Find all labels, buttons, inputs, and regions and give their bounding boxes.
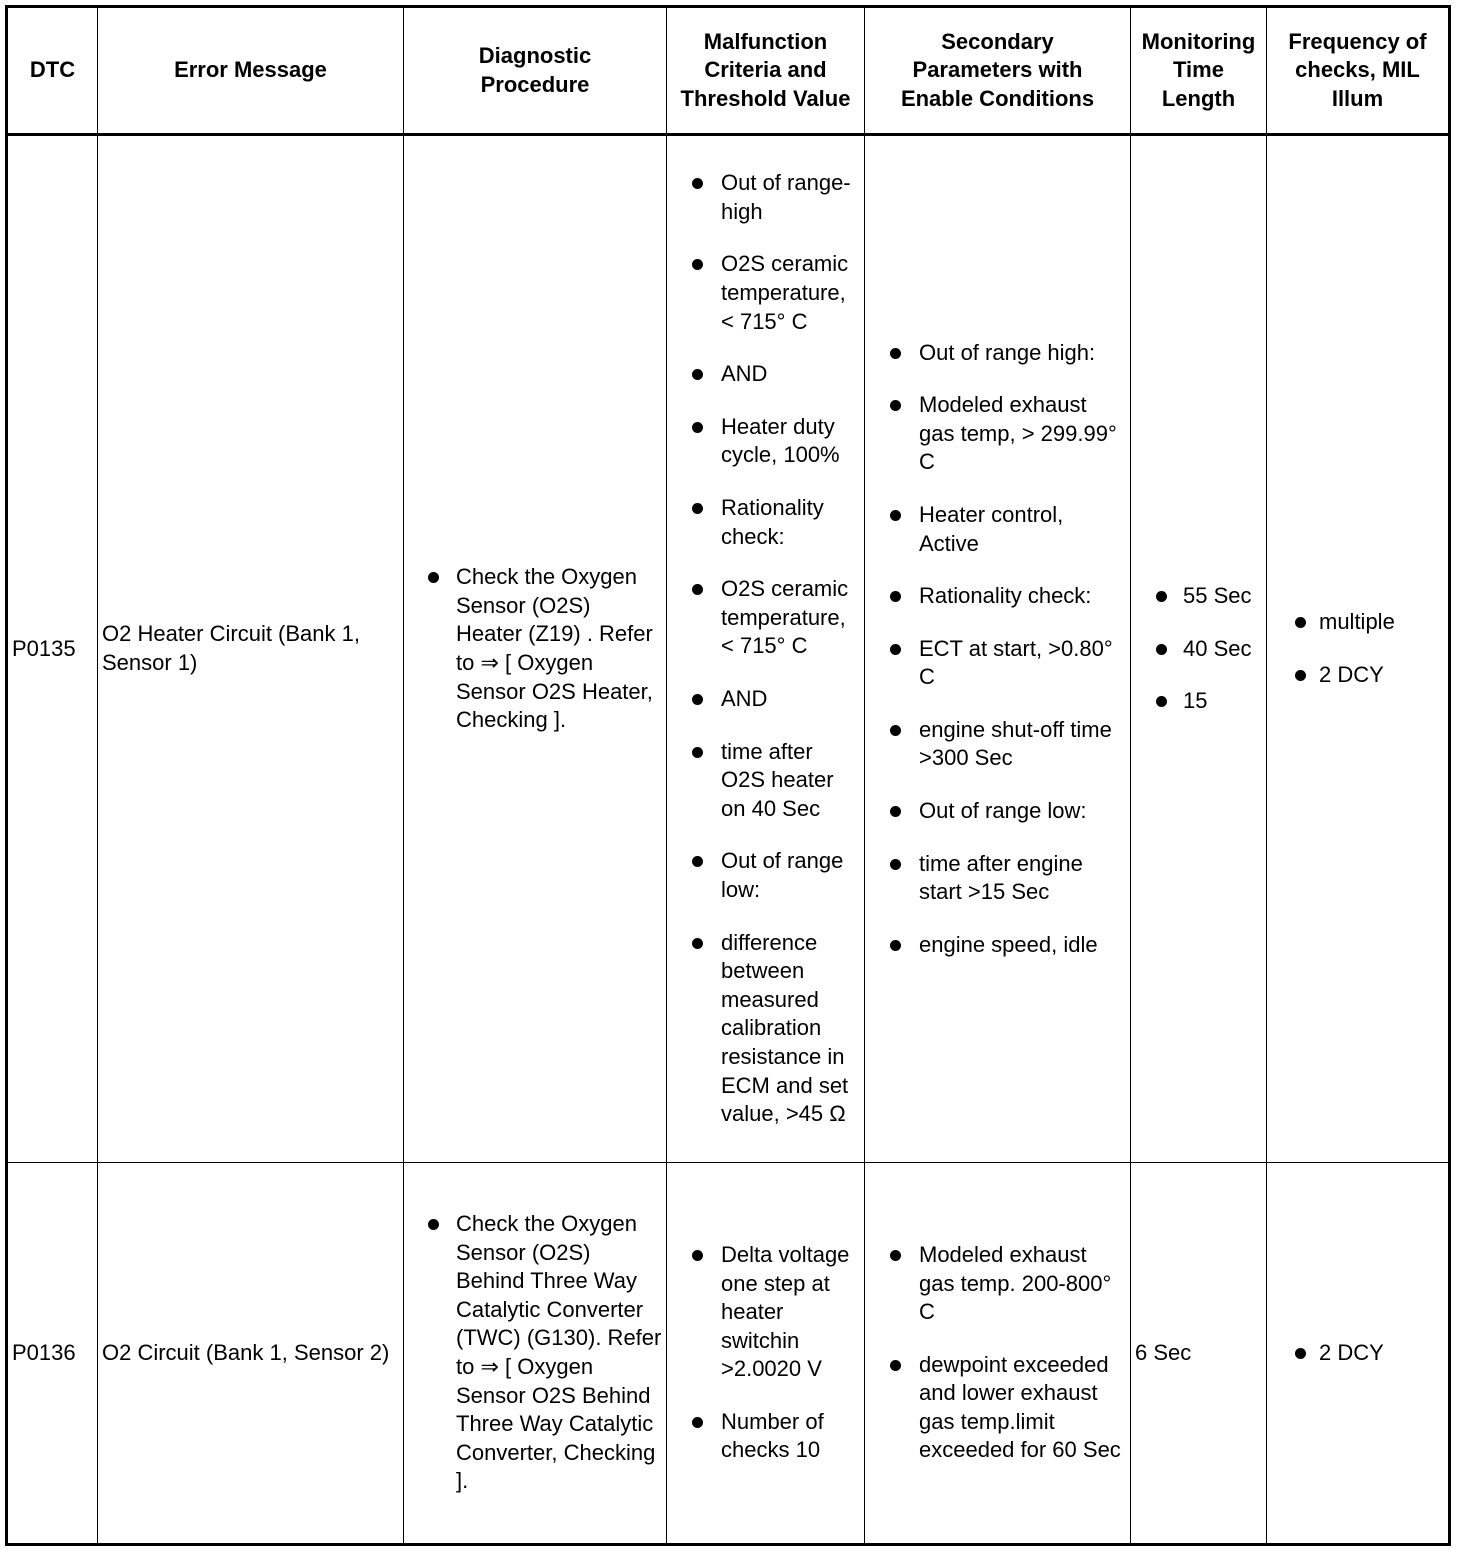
monitoring-time-text: 40 Sec (1183, 635, 1252, 661)
criteria-text: Delta voltage one step at heater switchin >2.0020 V (721, 1241, 850, 1382)
list-item (671, 847, 860, 904)
list-item (671, 494, 860, 551)
list-item (671, 1408, 860, 1465)
bullet-icon (890, 348, 901, 359)
monitoring-time-text: 15 (1183, 688, 1208, 714)
bullet-icon (890, 591, 901, 602)
bullet-icon (428, 1219, 439, 1230)
list-item (671, 738, 860, 824)
dtc-code: P0135 (7, 135, 98, 1163)
criteria-text: Number of checks 10 (721, 1408, 824, 1463)
secondary-text: Rationality check: (919, 583, 1092, 609)
bullet-icon (692, 1417, 703, 1428)
monitoring-time-cell (1131, 135, 1267, 1163)
criteria-text: AND (721, 361, 768, 387)
list-item (671, 413, 860, 470)
list-item (869, 635, 1126, 692)
frequency-text: 2 DCY (1319, 662, 1384, 687)
list-item (869, 797, 1126, 826)
header-row (7, 7, 1450, 135)
criteria-text: AND (721, 686, 768, 711)
criteria-text: difference between measured calibration resistance in ECM and set value, >45 Ω (721, 929, 849, 1127)
secondary-parameters-cell (865, 1163, 1131, 1545)
secondary-text: Out of range high: (919, 339, 1096, 365)
list-item (1271, 1339, 1444, 1368)
frequency-text: multiple (1319, 609, 1395, 635)
list-item (671, 685, 860, 714)
procedure-text: Check the Oxygen Sensor (O2S) Behind Three Way Catalytic Converter (TWC) (G130). Refer to ⇒ [ Oxygen Sensor O2S Behind Three Way Catalytic Converter, Checking ]. (456, 1211, 662, 1494)
bullet-icon (890, 806, 901, 817)
bullet-icon (1295, 670, 1306, 681)
error-message: O2 Circuit (Bank 1, Sensor 2) (98, 1163, 404, 1545)
bullet-icon (1295, 1348, 1306, 1359)
secondary-text: engine speed, idle (919, 931, 1098, 957)
monitoring-time: 6 Sec (1131, 1163, 1267, 1545)
header-frequency: Frequency of checks, MIL Illum (1267, 7, 1450, 135)
list-item (671, 360, 860, 389)
secondary-text: ECT at start, >0.80° C (919, 635, 1113, 690)
bullet-icon (692, 694, 703, 705)
secondary-text: time after engine start >15 Sec (919, 850, 1083, 905)
bullet-icon (692, 584, 703, 595)
criteria-cell (667, 1163, 865, 1545)
table-row (7, 135, 1450, 1163)
criteria-text: time after O2S heater on 40 Sec (721, 738, 834, 821)
list-item (1271, 608, 1444, 637)
bullet-icon (890, 510, 901, 521)
list-item (869, 1351, 1126, 1465)
criteria-text: O2S ceramic temperature, < 715° C (721, 251, 849, 334)
header-malfunction-criteria: Malfunction Criteria and Threshold Value (667, 7, 865, 135)
bullet-icon (692, 856, 703, 867)
secondary-text: engine shut-off time >300 Sec (919, 716, 1112, 771)
header-dtc: DTC (7, 7, 98, 135)
error-message: O2 Heater Circuit (Bank 1, Sensor 1) (98, 135, 404, 1163)
bullet-icon (890, 1250, 901, 1261)
bullet-icon (890, 725, 901, 736)
header-diagnostic-procedure: Diagnostic Procedure (404, 7, 667, 135)
bullet-icon (1156, 644, 1167, 655)
bullet-icon (1156, 696, 1167, 707)
list-item (869, 1241, 1126, 1327)
header-secondary-parameters: Secondary Parameters with Enable Conditions (865, 7, 1131, 135)
list-item (1135, 635, 1262, 664)
secondary-text: Modeled exhaust gas temp. 200-800° C (919, 1241, 1112, 1325)
criteria-cell (667, 135, 865, 1163)
secondary-text: dewpoint exceeded and lower exhaust gas temp.limit exceeded for 60 Sec (919, 1351, 1121, 1463)
bullet-icon (1295, 617, 1306, 628)
criteria-text: Rationality check: (721, 495, 824, 549)
bullet-icon (692, 259, 703, 270)
secondary-text: Out of range low: (919, 798, 1087, 824)
header-monitoring-time: Monitoring Time Length (1131, 7, 1267, 135)
list-item (671, 575, 860, 661)
bullet-icon (692, 178, 703, 189)
diagnostic-procedure-cell (404, 135, 667, 1163)
list-item (869, 339, 1126, 368)
list-item (869, 391, 1126, 477)
table-row (7, 1163, 1450, 1545)
bullet-icon (890, 400, 901, 411)
criteria-text: Out of range low: (721, 848, 844, 902)
bullet-icon (890, 1360, 901, 1371)
criteria-text: O2S ceramic temperature, < 715° C (721, 576, 849, 659)
bullet-icon (890, 859, 901, 870)
list-item (869, 501, 1126, 558)
frequency-cell (1267, 135, 1450, 1163)
list-item (671, 250, 860, 336)
criteria-text: Heater duty cycle, 100% (721, 413, 840, 468)
list-item (1135, 687, 1262, 716)
bullet-icon (692, 747, 703, 758)
list-item (408, 563, 662, 735)
list-item (1271, 661, 1444, 690)
bullet-icon (692, 369, 703, 380)
list-item (408, 1210, 662, 1496)
list-item (671, 169, 860, 226)
list-item (1135, 582, 1262, 611)
list-item (869, 716, 1126, 773)
list-item (869, 850, 1126, 907)
bullet-icon (1156, 591, 1167, 602)
list-item (671, 929, 860, 1129)
procedure-text: Check the Oxygen Sensor (O2S) Heater (Z19) . Refer to ⇒ [ Oxygen Sensor O2S Heater, Checking ]. (456, 564, 653, 733)
list-item (671, 1241, 860, 1384)
secondary-text: Modeled exhaust gas temp, > 299.99° C (919, 392, 1117, 475)
frequency-cell (1267, 1163, 1450, 1545)
secondary-text: Heater control, Active (919, 501, 1064, 556)
frequency-text: 2 DCY (1319, 1339, 1384, 1365)
bullet-icon (890, 644, 901, 655)
list-item (869, 931, 1126, 960)
bullet-icon (692, 938, 703, 949)
dtc-code: P0136 (7, 1163, 98, 1545)
bullet-icon (692, 1250, 703, 1261)
bullet-icon (428, 572, 439, 583)
diagnostic-procedure-cell (404, 1163, 667, 1545)
bullet-icon (890, 940, 901, 951)
dtc-table (5, 5, 1451, 1546)
monitoring-time-text: 55 Sec (1183, 583, 1252, 609)
secondary-parameters-cell (865, 135, 1131, 1163)
criteria-text: Out of range-high (721, 170, 851, 224)
bullet-icon (692, 422, 703, 433)
bullet-icon (692, 503, 703, 514)
header-error-message: Error Message (98, 7, 404, 135)
list-item (869, 582, 1126, 611)
